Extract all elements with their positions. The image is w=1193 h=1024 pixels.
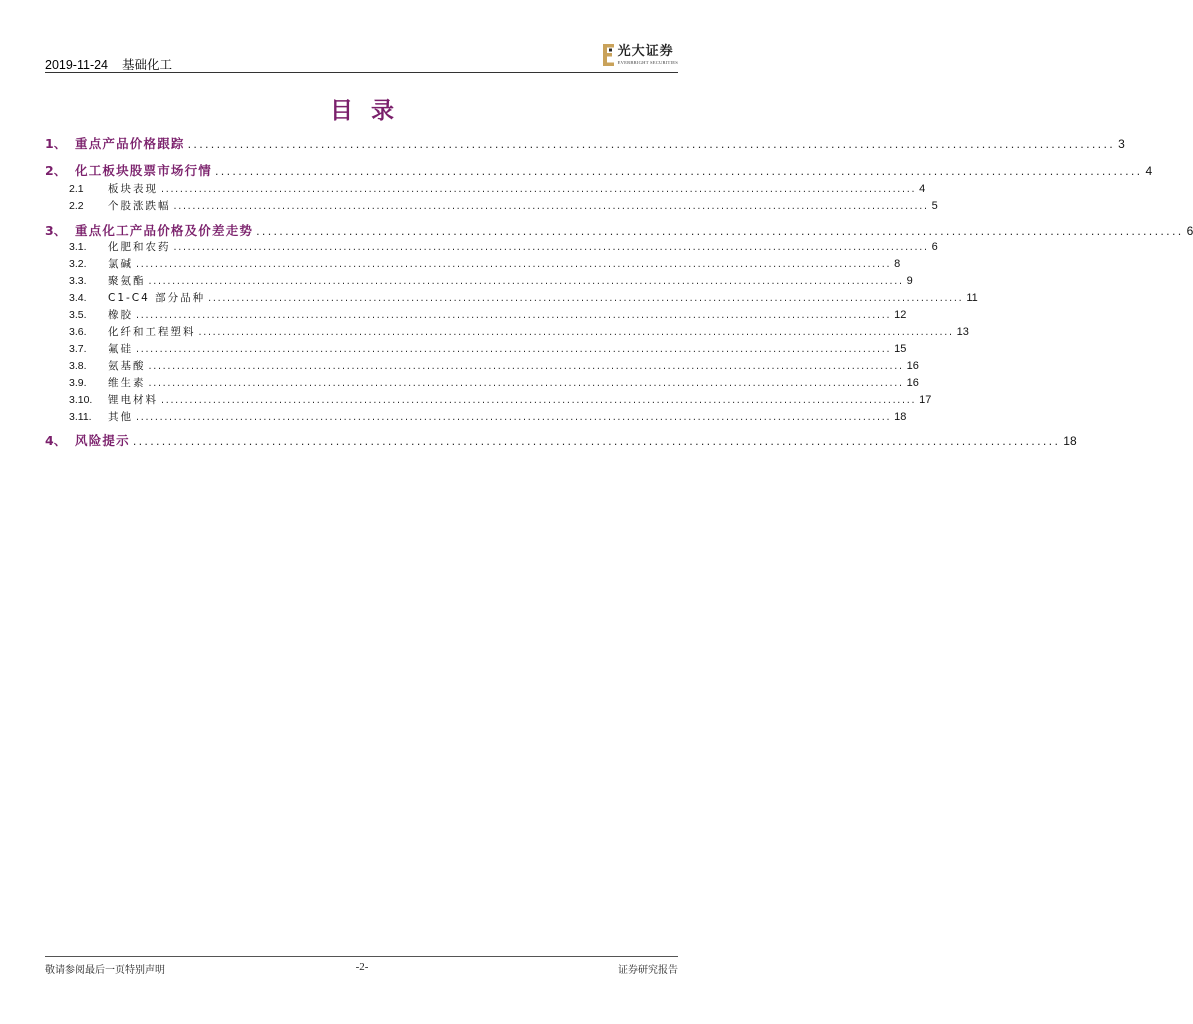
toc-dot-leader: ................................................................................................................................................................ (136, 412, 892, 423)
toc-dot-leader: ................................................................................................................................................................ (173, 201, 929, 212)
toc-dot-leader: ................................................................................................................................................................ (161, 395, 917, 406)
toc-entry-page: 6 (931, 241, 938, 253)
toc-entry-number: 3.8. (69, 360, 87, 372)
footer-divider (45, 956, 678, 957)
toc-entry[interactable] (45, 239, 938, 254)
toc-entry-page: 4 (919, 183, 926, 195)
toc-entry-page: 8 (894, 258, 901, 270)
toc-entry-number: 3.5. (69, 309, 87, 321)
toc-dot-leader: ................................................................................................................................................................ (136, 310, 892, 321)
toc-entry-number: 3.4. (69, 292, 87, 304)
toc-entry-page: 18 (894, 411, 907, 423)
toc-entry-page: 4 (1145, 164, 1153, 178)
header-divider (45, 72, 678, 73)
toc-dot-leader: ................................................................................................................................................................ (161, 184, 917, 195)
toc-entry[interactable] (45, 409, 907, 424)
toc-entry[interactable] (45, 161, 1153, 179)
toc-entry-label: 化肥和农药 (108, 241, 171, 253)
toc-entry[interactable] (45, 134, 1125, 152)
toc-entry-number: 3.10. (69, 394, 93, 406)
toc-entry[interactable] (45, 198, 938, 213)
toc-dot-leader: ................................................................................................................................................................ (256, 225, 1184, 238)
company-logo (603, 44, 678, 66)
toc-entry[interactable] (45, 431, 1077, 449)
logo-chinese-text: 光大证券 (617, 44, 674, 59)
toc-entry-page: 11 (966, 292, 978, 304)
toc-entry[interactable] (45, 307, 907, 322)
report-category: 基础化工 (122, 58, 173, 72)
toc-entry-label: 聚氨酯 (108, 275, 146, 287)
toc-dot-leader: ................................................................................................................................................................ (148, 361, 904, 372)
toc-entry-page: 13 (956, 326, 969, 338)
toc-entry[interactable] (45, 358, 919, 373)
toc-entry-label: 个股涨跌幅 (108, 200, 171, 212)
toc-dot-leader: ................................................................................................................................................................ (215, 165, 1143, 178)
toc-entry-number: 2、 (45, 163, 67, 178)
toc-entry-page: 16 (906, 377, 919, 389)
toc-entry[interactable] (45, 375, 919, 390)
report-type: 证券研究报告 (618, 965, 678, 976)
page-number: -2- (355, 961, 369, 973)
toc-entry-number: 2.2 (69, 200, 84, 212)
toc-entry[interactable] (45, 221, 1193, 239)
toc-entry-page: 12 (894, 309, 907, 321)
toc-entry-label: 锂电材料 (108, 394, 158, 406)
toc-entry[interactable] (45, 273, 913, 288)
toc-entry-number: 4、 (45, 433, 67, 448)
toc-dot-leader: ................................................................................................................................................................ (132, 435, 1061, 448)
toc-entry-number: 3.3. (69, 275, 87, 287)
toc-entry-number: 3.6. (69, 326, 87, 338)
toc-entry-page: 17 (919, 394, 932, 406)
toc-entry-label: 橡胶 (108, 309, 133, 321)
toc-entry-page: 16 (906, 360, 919, 372)
toc-entry-page: 6 (1186, 224, 1193, 238)
toc-entry-number: 3.11. (69, 411, 92, 423)
toc-dot-leader: ................................................................................................................................................................ (148, 276, 904, 287)
toc-entry-label: C1-C4 部分品种 (108, 292, 206, 304)
toc-entry-number: 3.2. (69, 258, 87, 270)
toc-dot-leader: ................................................................................................................................................................ (187, 138, 1116, 151)
toc-entry[interactable] (45, 181, 926, 196)
toc-entry-number: 3.1. (69, 241, 87, 253)
toc-entry-page: 5 (931, 200, 938, 212)
toc-dot-leader: ................................................................................................................................................................ (208, 293, 964, 304)
toc-entry-label: 氯碱 (108, 258, 133, 270)
toc-dot-leader: ................................................................................................................................................................ (148, 378, 904, 389)
toc-dot-leader: ................................................................................................................................................................ (136, 344, 892, 355)
toc-title: 目录 (330, 97, 412, 124)
toc-dot-leader: ................................................................................................................................................................ (173, 242, 929, 253)
toc-entry[interactable] (45, 341, 907, 356)
toc-entry-page: 9 (906, 275, 913, 287)
toc-entry[interactable] (45, 290, 978, 305)
toc-entry-number: 3、 (45, 223, 67, 238)
toc-entry-page: 15 (894, 343, 907, 355)
toc-entry-label: 维生素 (108, 377, 146, 389)
toc-entry-label: 重点化工产品价格及价差走势 (75, 223, 254, 238)
toc-dot-leader: ................................................................................................................................................................ (136, 259, 892, 270)
everbright-logo-icon (603, 44, 615, 66)
toc-entry-number: 2.1 (69, 183, 84, 195)
toc-entry-label: 化纤和工程塑料 (108, 326, 196, 338)
toc-entry-label: 氨基酸 (108, 360, 146, 372)
toc-entry-label: 重点产品价格跟踪 (75, 136, 185, 151)
toc-entry-number: 3.9. (69, 377, 87, 389)
toc-entry-label: 风险提示 (75, 433, 130, 448)
toc-entry-number: 3.7. (69, 343, 87, 355)
toc-entry[interactable] (45, 256, 901, 271)
header-info (45, 55, 172, 73)
toc-entry-label: 化工板块股票市场行情 (75, 163, 213, 178)
toc-entry[interactable] (45, 324, 969, 339)
disclaimer-note: 敬请参阅最后一页特别声明 (45, 965, 165, 976)
toc-entry[interactable] (45, 392, 932, 407)
toc-entry-label: 氟硅 (108, 343, 133, 355)
report-date: 2019-11-24 (45, 58, 109, 72)
toc-dot-leader: ................................................................................................................................................................ (198, 327, 954, 338)
toc-entry-label: 板块表现 (108, 183, 158, 195)
toc-entry-number: 1、 (45, 136, 67, 151)
logo-english-text: EVERBRIGHT SECURITIES (617, 60, 678, 65)
toc-entry-label: 其他 (108, 411, 133, 423)
toc-entry-page: 3 (1118, 137, 1125, 151)
toc-entry-page: 18 (1063, 434, 1077, 448)
